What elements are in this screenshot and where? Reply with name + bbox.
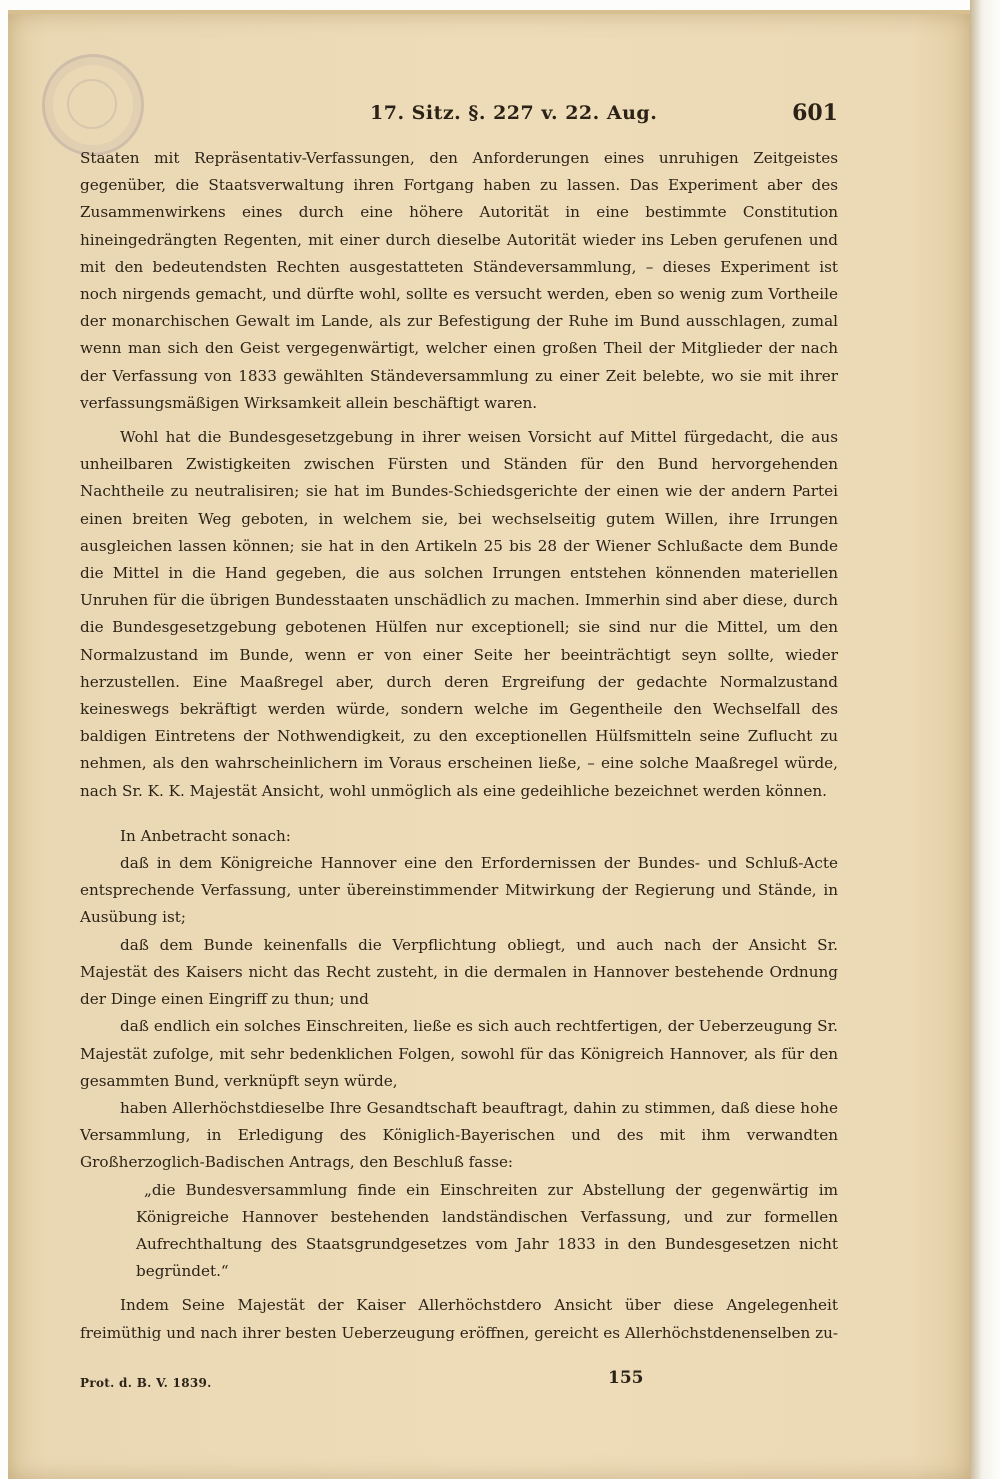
scan-edge: [970, 0, 1000, 1479]
header-title: 17. Sitz. §. 227 v. 22. Aug.: [370, 102, 658, 124]
clause: haben Allerhöchstdieselbe Ihre Gesandtschaft beauftragt, dahin zu stimmen, daß diese hohe Versammlung, in Erledigung des Königlich-Bayerischen und des mit ihm verwandten Großherzoglich-Badischen Antrags, den Beschluß fasse:: [80, 1098, 838, 1172]
running-header: [80, 98, 838, 132]
paragraph: Indem Seine Majestät der Kaiser Allerhöchstdero Ansicht über diese Angelegenheit freimüthig und nach ihrer besten Ueberzeugung eröffnen, gereicht es Allerhöchstdenenselben zu-: [80, 1296, 839, 1342]
paragraph: In Anbetracht sonach:: [120, 826, 291, 845]
body-text: [80, 145, 838, 1347]
footer-source: Prot. d. B. V. 1839.: [80, 1376, 212, 1390]
clause: daß in dem Königreiche Hannover eine den Erfordernissen der Bundes- und Schluß-Acte entsprechende Verfassung, unter übereinstimmender Mitwirkung der Regierung und Stände, in Ausübung ist;: [80, 854, 838, 927]
paragraph: Wohl hat die Bundesgesetzgebung in ihrer weisen Vorsicht auf Mittel fürgedacht, die aus unheilbaren Zwistigkeiten zwischen Fürsten und Ständen für den Bund hervorgehenden Nachtheile zu neutralisiren; sie hat im Bundes-Schiedsgerichte der einen wie der andern Partei einen breiten Weg geboten, in welchem sie, bei wechselseitig gutem Willen, ihre Irrungen ausgleichen lassen können; sie hat in den Artikeln 25 bis 28 der Wiener Schlußacte dem Bunde die Mittel in die Hand gegeben, die aus solchen Irrungen entstehen könnenden materiellen Unruhen für die übrigen Bundesstaaten unschädlich zu machen. Immerhin sind aber diese, durch die Bundesgesetzgebung gebotenen Hülfen nur exceptionell; sie sind nur die Mittel, um den Normalzustand im Bunde, wenn er von einer Seite her beeinträchtigt seyn sollte, wieder herzustellen. Eine Maaßregel aber, durch deren Ergreifung der gedachte Normalzustand keineswegs bekräftigt werden würde, sondern welche im Gegentheile den Wechselfall des baldigen Eintretens der Nothwendigkeit, zu den exceptionellen Hülfsmitteln seine Zuflucht zu nehmen, als den wahrscheinlichern im Voraus erscheinen ließe, – eine solche Maaßregel würde, nach Sr. K. K. Majestät Ansicht, wohl unmöglich als eine gedeihliche bezeichnet werden können.: [80, 428, 838, 800]
paragraph: Staaten mit Repräsentativ-Verfassungen, den Anforderungen eines unruhigen Zeitgeistes gegenüber, die Staatsverwaltung ihren Fortgang haben zu lassen. Das Experiment aber des Zusammenwirkens eines durch eine höhere Autorität in eine bestimmte Constitution hineingedrängten Regenten, mit einer durch dieselbe Autorität wieder ins Leben gerufenen und mit den bedeutendsten Rechten ausgestatteten Ständeversammlung, – dieses Experiment ist noch nirgends gemacht, und dürfte wohl, sollte es versucht werden, eben so wenig zum Vortheile der monarchischen Gewalt im Lande, als zur Befestigung der Ruhe im Bund ausschlagen, zumal wenn man sich den Geist vergegenwärtigt, welcher einen großen Theil der Mitglieder der nach der Verfassung von 1833 gewählten Ständeversammlung zu einer Zeit belebte, wo sie mit ihrer verfassungsmäßigen Wirksamkeit allein beschäftigt waren.: [80, 149, 838, 412]
signature-mark: 155: [608, 1368, 644, 1388]
page-number: 601: [792, 100, 838, 126]
page-footer: [80, 1366, 838, 1396]
clause: daß endlich ein solches Einschreiten, ließe es sich auch rechtfertigen, der Ueberzeugung Sr. Majestät zufolge, mit sehr bedenklichen Folgen, sowohl für das Königreich Hannover, als für den gesammten Bund, verknüpft seyn würde,: [80, 1017, 838, 1090]
resolution-quote: „die Bundesversammlung finde ein Einschreiten zur Abstellung der gegenwärtig im Königreiche Hannover bestehenden landständischen Verfassung, und zur formellen Aufrechthaltung des Staatsgrundgesetzes vom Jahr 1833 in den Bundesgesetzen nicht begründet.“: [136, 1180, 838, 1281]
clause: daß dem Bunde keinenfalls die Verpflichtung obliegt, und auch nach der Ansicht Sr. Majestät des Kaisers nicht das Recht zusteht, in die dermalen in Hannover bestehende Ordnung der Dinge einen Eingriff zu thun; und: [80, 935, 838, 1009]
